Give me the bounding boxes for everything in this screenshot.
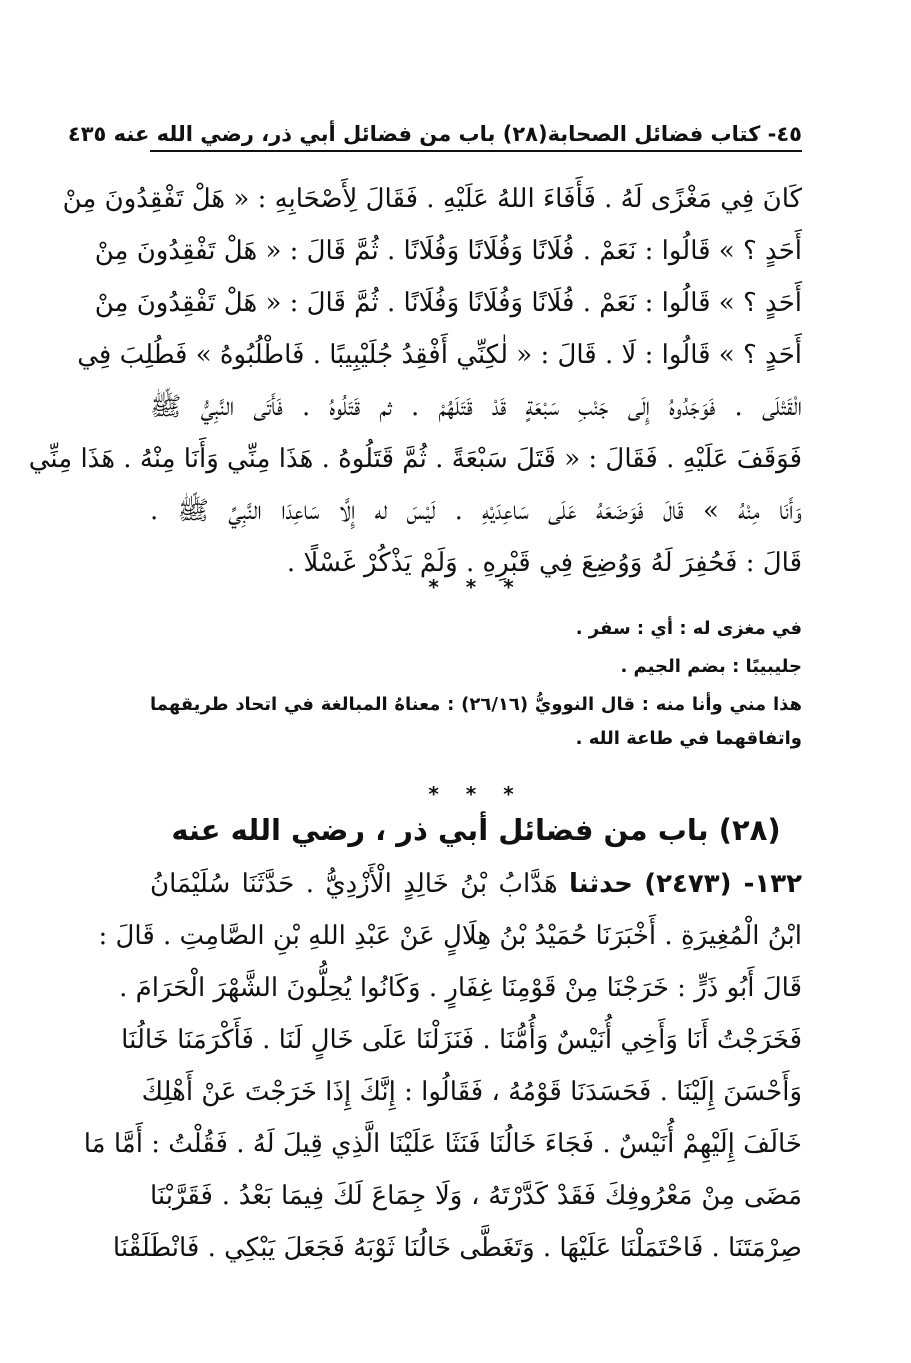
hadith-line: مَضَى مِنْ مَعْرُوفِكَ فَقَدْ كَدَّرْتَهُ ، وَلَا جِمَاعَ لَكَ فِيمَا بَعْدُ . فَقَرَّبْنَا: [150, 1181, 802, 1211]
hadith-line: ابْنُ الْمُغِيرَةِ . أَخْبَرَنَا حُمَيْدُ بْنُ هِلَالٍ عَنْ عَبْدِ اللهِ بْنِ الصَّامِتِ . قَالَ :: [98, 921, 802, 951]
hadith-line: فَوَقَفَ عَلَيْهِ . فَقَالَ : « قَتَلَ سَبْعَةً . ثُمَّ قَتَلُوهُ . هَذَا مِنِّي وَأَنَا مِنْهُ . هَذَا مِنِّي: [28, 444, 802, 474]
hadith-line: خَالَفَ إِلَيْهِمْ أُنَيْسٌ . فَجَاءَ خَالُنَا فَنَثَا عَلَيْنَا الَّذِي قِيلَ لَهُ . فَقُلْتُ : أَمَّا مَا: [83, 1129, 802, 1159]
hadith-number: ١٣٢- (٢٤٧٣): [644, 869, 802, 899]
hadith-line: أَحَدٍ ؟ » قَالُوا : نَعَمْ . فُلَانًا وَفُلَانًا وَفُلَانًا . ثُمَّ قَالَ : « هَلْ تَفْقِدُونَ مِنْ: [94, 236, 802, 266]
separator-block-1: [150, 575, 802, 605]
isnad-continuation: هَدَّابُ بْنُ خَالِدٍ الْأَزْدِيُّ . حَدَّثَنَا سُلَيْمَانُ: [150, 869, 558, 899]
hadith-line: صِرْمَتَنَا . فَاحْتَمَلْنَا عَلَيْهَا . وَتَغَطَّى خَالُنَا ثَوْبَهُ فَجَعَلَ يَبْكِي . فَانْطَلَقْنَا: [112, 1233, 802, 1263]
isnad-opening: حدثنا: [568, 869, 633, 899]
footnote-line: هذا مني وأنا منه : قال النوويُّ (٢٦/١٦) : معناهُ المبالغة في اتحاد طريقهما: [150, 694, 802, 715]
chapter-title: (٢٨) باب من فضائل أبي ذر ، رضي الله عنه: [171, 813, 781, 847]
footnote-line: جليبيبًا : بضم الجيم .: [620, 656, 802, 677]
chapter-heading-block: [150, 808, 802, 858]
hadith-intro-line: [150, 855, 802, 913]
running-head: [67, 112, 802, 152]
hadith-line: أَحَدٍ ؟ » قَالُوا : نَعَمْ . فُلَانًا وَفُلَانًا وَفُلَانًا . ثُمَّ قَالَ : « هَلْ تَفْقِدُونَ مِنْ: [94, 288, 802, 318]
hadith-line: كَانَ فِي مَغْزًى لَهُ . فَأَفَاءَ اللهُ عَلَيْهِ . فَقَالَ لِأَصْحَابِهِ : « هَلْ تَفْقِدُونَ مِنْ: [62, 184, 802, 214]
hadith-line: قَالَ : فَحُفِرَ لَهُ وَوُضِعَ فِي قَبْرِهِ . وَلَمْ يَذْكُرْ غَسْلًا .: [286, 548, 802, 578]
running-head-chapter-and-page-number: (٢٨) باب من فضائل أبي ذر، رضي الله عنه ٤٣٥: [67, 122, 548, 146]
running-head-book-title: ٤٥- كتاب فضائل الصحابة: [547, 122, 802, 146]
hadith-line: قَالَ أَبُو ذَرٍّ : خَرَجْنَا مِنْ قَوْمِنَا غِفَارٍ . وَكَانُوا يُحِلُّونَ الشَّهْرَ الْحَرَامَ .: [119, 973, 802, 1003]
hadith-line: وَأَنَا مِنْهُ » قَالَ فَوَضَعَهُ عَلَى سَاعِدَيْهِ . لَيْسَ له إِلَّا سَاعِدَا النَّبِيِّ ﷺ .: [150, 496, 802, 526]
footnote-line: في مغزى له : أي : سفر .: [575, 618, 802, 639]
hadith-text-block-2: [83, 855, 802, 1275]
hadith-line: فَخَرَجْتُ أَنَا وَأَخِي أُنَيْسٌ وَأُمُّنَا . فَنَزَلْنَا عَلَى خَالٍ لَنَا . فَأَكْرَمَنَا خَالُنَا: [121, 1025, 802, 1055]
section-separator-stars: * * *: [428, 575, 524, 599]
hadith-line: أَحَدٍ ؟ » قَالُوا : لَا . قَالَ : « لٰكِنِّي أَفْقِدُ جُلَيْبِيبًا . فَاطْلُبُوهُ » فَطُلِبَ فِي: [77, 340, 802, 370]
hadith-text-block-1: [28, 170, 802, 590]
section-separator-stars: * * *: [428, 782, 524, 806]
footnote-line: واتفاقهما في طاعة الله .: [575, 728, 802, 749]
footnotes-block: [150, 612, 802, 782]
hadith-line: الْقَتْلَى . فَوَجَدُوهُ إِلَى جَنْبِ سَبْعَةٍ قَدْ قَتَلَهُمْ . ثم قَتَلُوهُ . فَأَتَى النَّبِيُّ ﷺ: [150, 392, 802, 422]
hadith-line: وَأَحْسَنَ إِلَيْنَا . فَحَسَدَنَا قَوْمُهُ ، فَقَالُوا : إِنَّكَ إِذَا خَرَجْتَ عَنْ أَهْلِكَ: [141, 1077, 802, 1107]
